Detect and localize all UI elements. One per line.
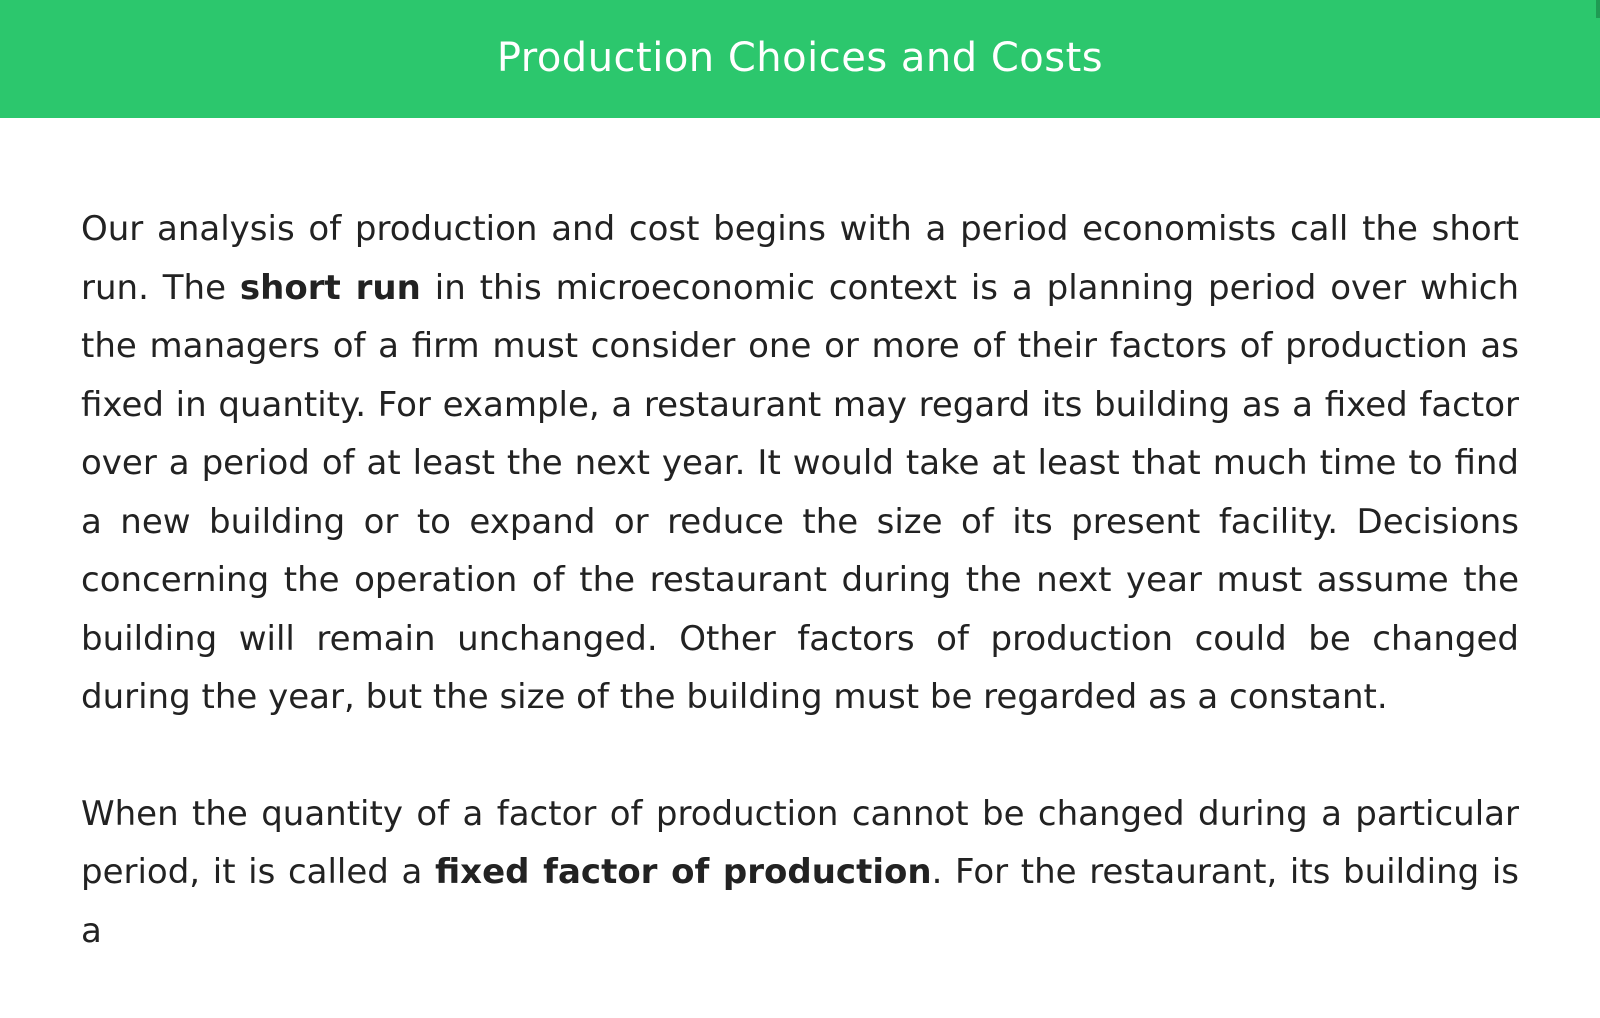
app-header (0, 0, 1600, 118)
paragraph-text: Our analysis of production and cost begins with a period economists call the short run. The (81, 209, 1519, 308)
scrollbar-thumb[interactable] (1596, 0, 1600, 18)
term-short-run: short run (239, 267, 421, 308)
term-fixed-factor: fixed factor of production (434, 852, 932, 892)
paragraph-text: When the quantity of a factor of production cannot be changed during a particular period, it is called a (81, 793, 1519, 892)
paragraph-short-run (81, 200, 1519, 727)
paragraph-fixed-factor (81, 785, 1519, 961)
paragraph-text: . For the restaurant, its building is a (81, 852, 1520, 951)
paragraph-text: in this microeconomic context is a planning period over which the managers of a firm must consider one or more of their factors of production as fixed in quantity. For example, a restaurant may regard its building as a fixed factor over a period of at least the next year. It would take at least that much time to find a new building or to expand or reduce the size of its present facility. Decisions concerning the operation of the restaurant during the next year must assume the building will remain unchanged. Other factors of production could be changed during the year, but the size of the building must be regarded as a constant. (81, 267, 1520, 717)
article-body (81, 200, 1519, 1018)
page-title: Production Choices and Costs (496, 34, 1104, 81)
